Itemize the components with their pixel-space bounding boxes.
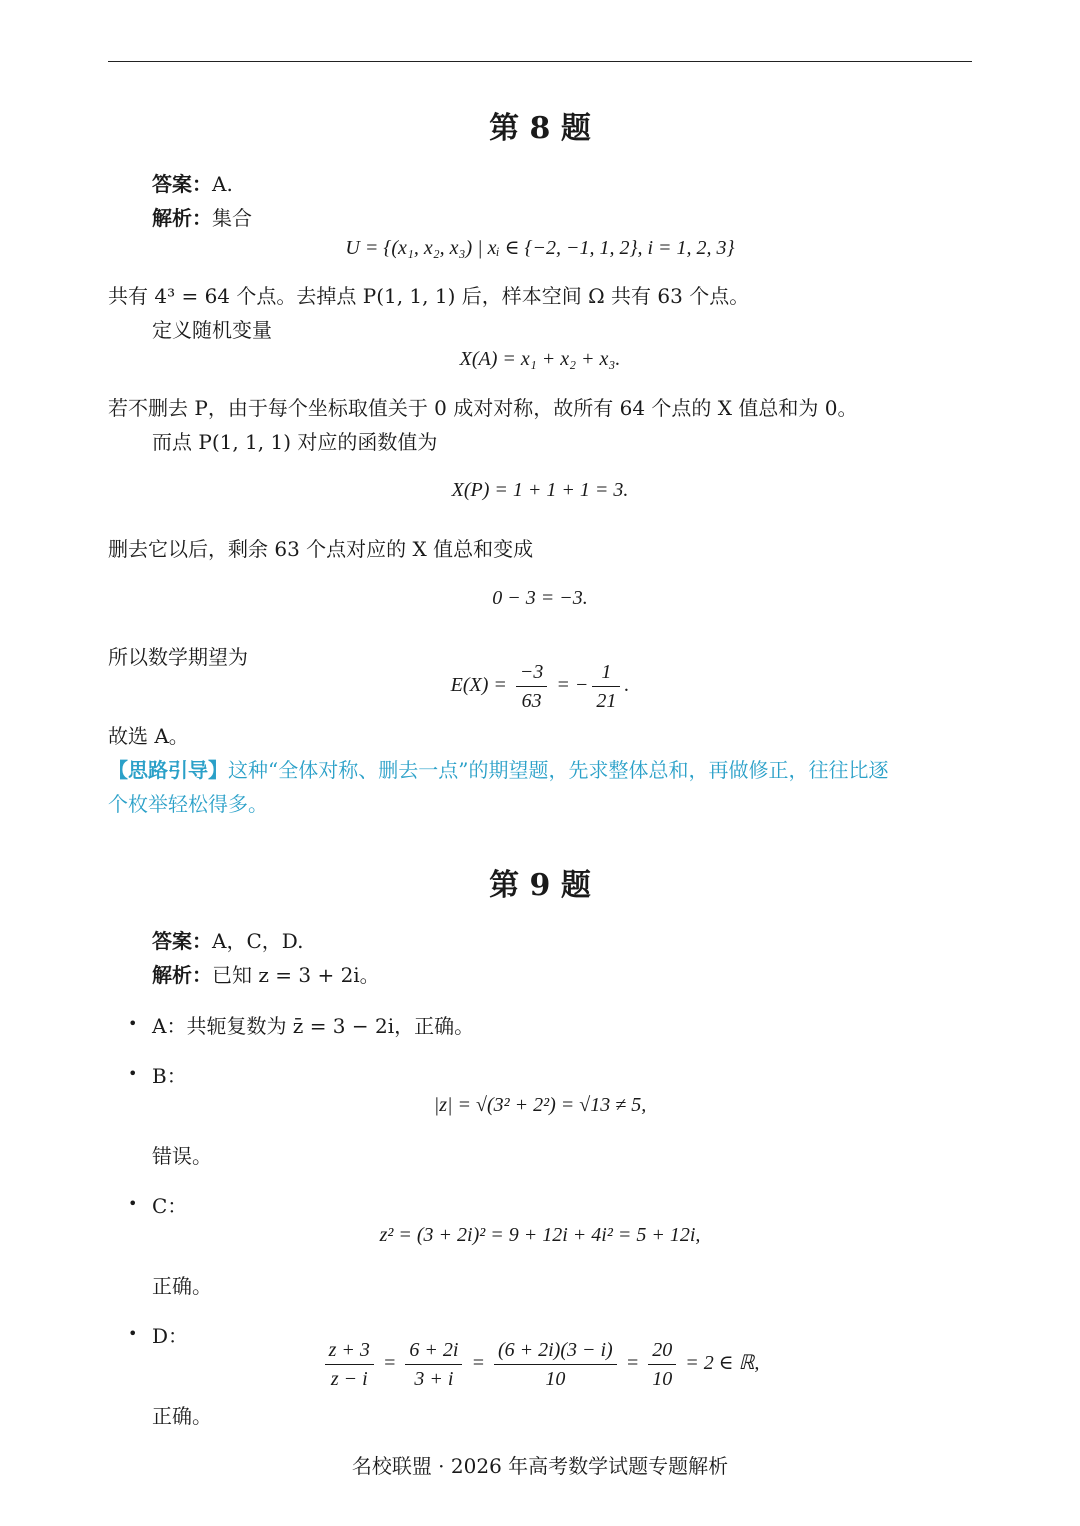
q8-title: 第 8 题 <box>489 111 591 146</box>
q8-eq-u: U = {(x₁, x₂, x₃) | xᵢ ∈ {−2, −1, 1, 2}, i = 1, 2, 3} <box>345 237 735 259</box>
q8-eq-sum: 0 − 3 = −3. <box>492 587 588 609</box>
q9-d-fraction-1 <box>325 1336 374 1393</box>
q9-title: 第 9 题 <box>489 868 591 903</box>
q9-option-d-label: D： <box>152 1324 189 1348</box>
q9-option-d-result: 正确。 <box>152 1404 212 1428</box>
q8-conclusion: 故选 A。 <box>108 724 189 748</box>
q8-analysis-intro: 集合 <box>212 206 252 230</box>
q9-d-fraction-3-num: (6 + 2i)(3 − i) <box>494 1336 617 1365</box>
q9-d-fraction-2-num: 6 + 2i <box>405 1336 462 1365</box>
q8-tip-line-1 <box>108 754 888 783</box>
q8-tip-text-1: 这种“全体对称、删去一点”的期望题，先求整体总和，再做修正，往往比逐 <box>228 758 889 782</box>
q8-fraction-1 <box>516 658 548 715</box>
q9-option-d-eq <box>0 1336 1080 1393</box>
q9-d-eq-1: = <box>382 1352 397 1375</box>
q9-analysis-label: 解析： <box>152 963 212 987</box>
q9-d-fraction-2-den: 3 + i <box>414 1368 454 1390</box>
q8-eq-expectation <box>0 658 1080 715</box>
q9-d-fraction-1-num: z + 3 <box>325 1336 374 1365</box>
q9-option-b-label: B： <box>152 1064 187 1088</box>
q9-bullet-b: • <box>128 1064 138 1083</box>
q8-answer-label: 答案： <box>152 172 212 196</box>
q8-define-rv: 定义随机变量 <box>152 318 272 342</box>
q8-answer: A. <box>212 172 233 196</box>
q8-tip-text-2: 个枚举轻松得多。 <box>108 792 268 816</box>
q8-fraction-2-den: 21 <box>596 690 617 712</box>
q8-line-symmetry: 若不删去 P，由于每个坐标取值关于 0 成对对称，故所有 64 个点的 X 值总和为 0。 <box>108 396 858 420</box>
q9-d-fraction-1-den: z − i <box>330 1368 368 1390</box>
q8-line-remove: 删去它以后，剩余 63 个点对应的 X 值总和变成 <box>108 537 534 561</box>
q9-option-b-result: 错误。 <box>152 1144 212 1168</box>
q9-bullet-a: • <box>128 1014 138 1033</box>
q9-answer-line <box>152 925 303 954</box>
q9-option-c-result: 正确。 <box>152 1274 212 1298</box>
q9-option-c-eq: z² = (3 + 2i)² = 9 + 12i + 4i² = 5 + 12i, <box>379 1224 701 1246</box>
q9-d-fraction-4 <box>648 1336 676 1393</box>
q9-answer: A，C，D. <box>212 929 304 953</box>
q9-analysis-intro: 已知 z = 3 + 2i。 <box>212 963 380 987</box>
q8-line-count: 共有 4³ = 64 个点。去掉点 P(1, 1, 1) 后，样本空间 Ω 共有 63 个点。 <box>108 284 750 308</box>
q9-option-b-eq: |z| = √(3² + 2²) = √13 ≠ 5, <box>433 1094 647 1116</box>
q8-eq-e-mid: = − <box>556 674 589 697</box>
q8-eq-xp: X(P) = 1 + 1 + 1 = 3. <box>451 479 629 501</box>
q9-d-eq-2: = <box>471 1352 485 1375</box>
q8-tip-label: 【思路引导】 <box>108 758 228 782</box>
q9-option-c-label: C： <box>152 1194 188 1218</box>
q8-fraction-2 <box>592 658 620 715</box>
q9-d-fraction-2 <box>405 1336 462 1393</box>
top-rule <box>108 61 972 62</box>
page-footer: 名校联盟 · 2026 年高考数学试题专题解析 <box>351 1454 729 1478</box>
q8-fraction-1-num: −3 <box>516 658 548 687</box>
q9-d-fraction-4-num: 20 <box>648 1336 676 1365</box>
q9-bullet-c: • <box>128 1194 138 1213</box>
q8-eq-x: X(A) = x₁ + x₂ + x₃. <box>459 348 621 370</box>
q8-analysis-line <box>152 202 252 231</box>
q9-bullet-d: • <box>128 1324 138 1343</box>
q8-line-expect: 所以数学期望为 <box>108 645 248 669</box>
q8-answer-line <box>152 168 233 197</box>
q8-fraction-2-num: 1 <box>592 658 620 687</box>
q9-d-fraction-3 <box>494 1336 617 1393</box>
q9-analysis-line <box>152 959 380 988</box>
q9-option-a: A：共轭复数为 z̄ = 3 − 2i，正确。 <box>152 1014 475 1038</box>
q9-answer-label: 答案： <box>152 929 212 953</box>
q8-eq-e-end: . <box>624 674 630 697</box>
q9-d-fraction-4-den: 10 <box>652 1368 673 1390</box>
q8-eq-e-left: E(X) = <box>450 674 507 697</box>
q9-d-eq-3: = <box>625 1352 640 1375</box>
q8-analysis-label: 解析： <box>152 206 212 230</box>
q9-d-fraction-3-den: 10 <box>545 1368 566 1390</box>
q8-fraction-1-den: 63 <box>521 690 542 712</box>
q9-d-tail: = 2 ∈ ℝ, <box>685 1352 760 1375</box>
q8-line-point: 而点 P(1, 1, 1) 对应的函数值为 <box>152 430 438 454</box>
